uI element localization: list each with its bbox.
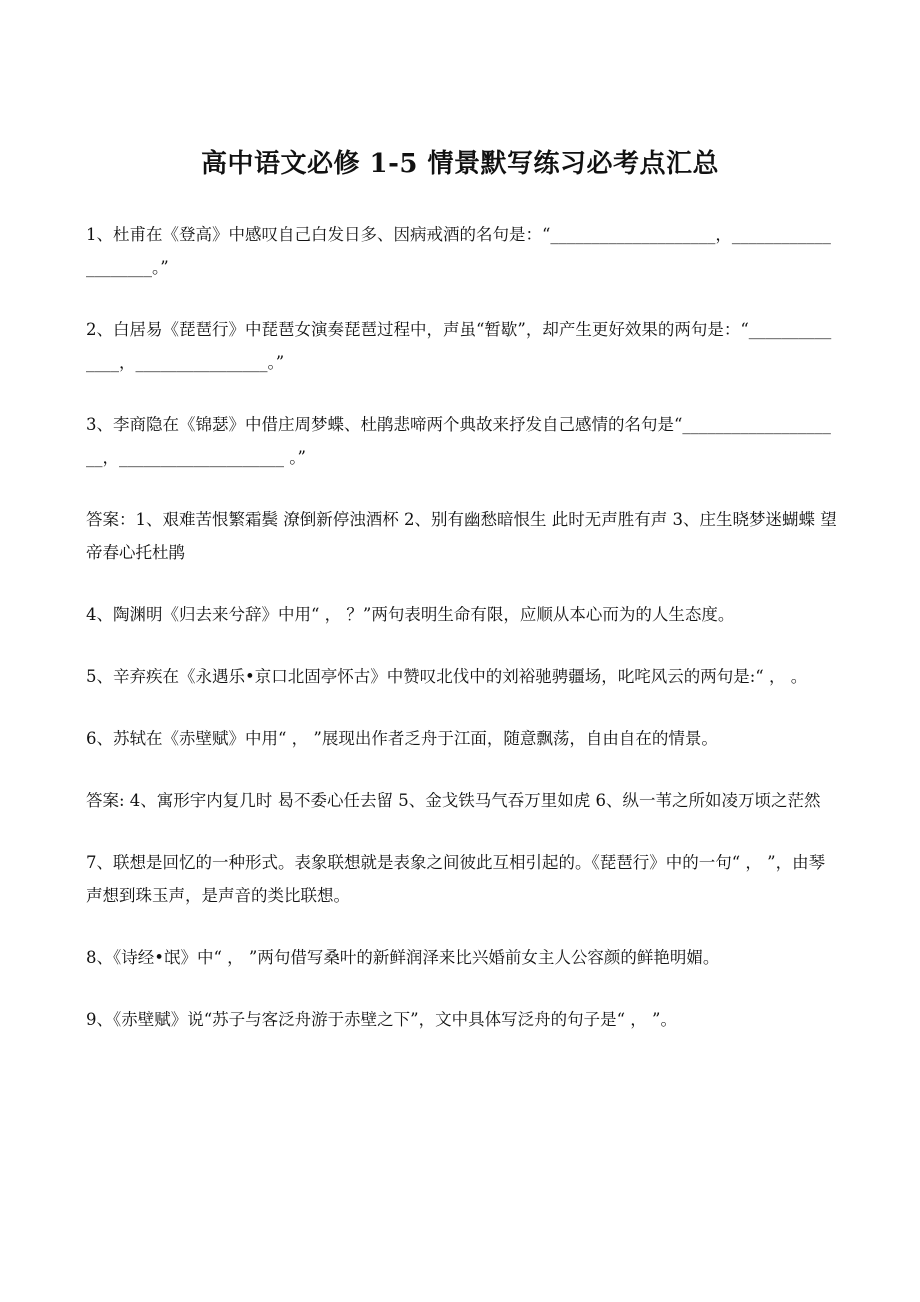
answer-block-1: 答案：1、艰难苦恨繁霜鬓 潦倒新停浊酒杯 2、别有幽愁暗恨生 此时无声胜有声 3、庄生晓梦迷蝴蝶 望帝春心托杜鹃 bbox=[86, 510, 837, 562]
answer-block-2: 答案: 4、寓形宇内复几时 曷不委心任去留 5、金戈铁马气吞万里如虎 6、纵一苇之所如凌万顷之茫然 bbox=[86, 791, 821, 810]
document-title: 高中语文必修 1-5 情景默写练习必考点汇总 bbox=[200, 149, 720, 179]
question-6: 6、苏轼在《赤壁赋》中用“ ， ”展现出作者乏舟于江面，随意飘荡，自由自在的情景。 bbox=[86, 729, 718, 748]
document-body bbox=[86, 218, 838, 1065]
question-3: 3、李商隐在《锦瑟》中借庄周梦蝶、杜鹃悲啼两个典故来抒发自己感情的名句是“____________________，____________________ 。” bbox=[86, 415, 831, 467]
question-1: 1、杜甫在《登高》中感叹自己白发日多、因病戒酒的名句是：“____________________，____________________。” bbox=[86, 225, 831, 277]
question-8: 8、《诗经•氓》中“ ， ”两句借写桑叶的新鲜润泽来比兴婚前女主人公容颜的鲜艳明媚。 bbox=[86, 948, 720, 967]
question-4: 4、陶渊明《归去来兮辞》中用“ ， ？”两句表明生命有限，应顺从本心而为的人生态度。 bbox=[86, 605, 735, 624]
question-7: 7、联想是回忆的一种形式。表象联想就是表象之间彼此互相引起的。《琵琶行》中的一句“ ， ”，由琴声想到珠玉声，是声音的类比联想。 bbox=[86, 853, 826, 905]
question-5: 5、辛弃疾在《永遇乐•京口北固亭怀古》中赞叹北伐中的刘裕驰骋疆场，叱咤风云的两句是:“ ， 。 bbox=[86, 667, 808, 686]
question-2: 2、白居易《琵琶行》中琵琶女演奏琵琶过程中，声虽“暂歇”，却产生更好效果的两句是：“______________，________________。” bbox=[86, 320, 832, 372]
question-9: 9、《赤壁赋》说“苏子与客泛舟游于赤壁之下”，文中具体写泛舟的句子是“ ， ”。 bbox=[86, 1010, 677, 1029]
